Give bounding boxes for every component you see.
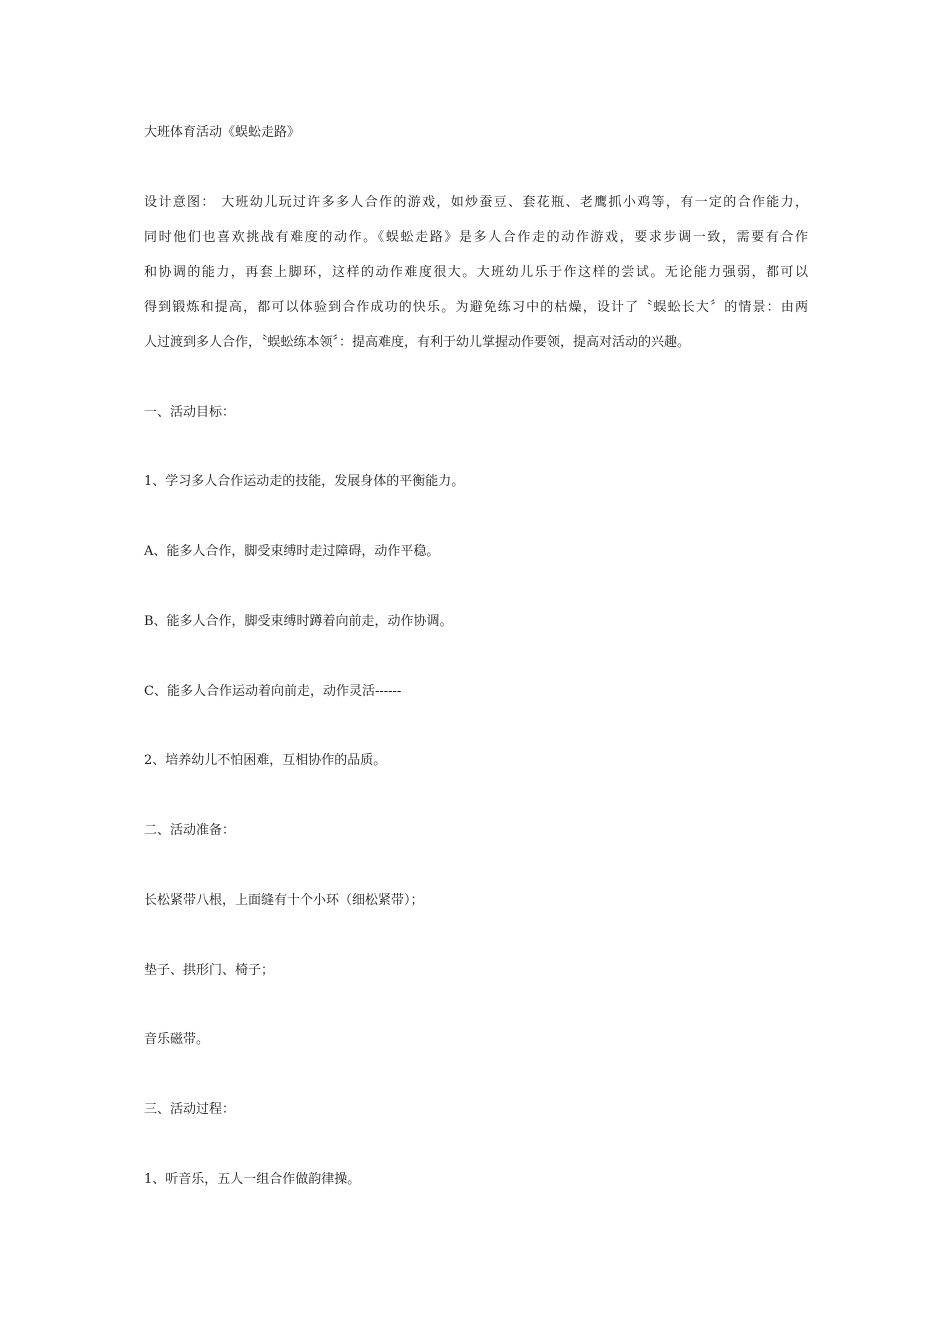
section-heading-process: 三、活动过程： [144, 1102, 236, 1117]
prep-item-1: 长松紧带八根，上面缝有十个小环（细松紧带）； [144, 893, 424, 908]
document-title: 大班体育活动《蜈蚣走路》 [144, 125, 301, 140]
prep-item-3: 音乐磁带。 [144, 1032, 210, 1047]
intro-line-4: 得到锻炼和提高，都可以体验到合作成功的快乐。为避免练习中的枯燥，设计了〝蜈蚣长大〞的情景：由两 [144, 300, 808, 315]
goal-item-1b: B、能多人合作，脚受束缚时蹲着向前走，动作协调。 [144, 614, 453, 629]
intro-line-3: 和协调的能力，再套上脚环，这样的动作难度很大。大班幼儿乐于作这样的尝试。无论能力强弱，都可以 [144, 265, 808, 280]
section-heading-preparation: 二、活动准备： [144, 823, 236, 838]
design-intent-paragraph [144, 194, 808, 369]
intro-line-2: 同时他们也喜欢挑战有难度的动作。《蜈蚣走路》是多人合作走的动作游戏，要求步调一致，需要有合作 [144, 230, 808, 245]
goal-item-1: 1、学习多人合作运动走的技能，发展身体的平衡能力。 [144, 474, 465, 489]
goal-item-2: 2、培养幼儿不怕困难，互相协作的品质。 [144, 753, 387, 768]
goal-item-1c: C、能多人合作运动着向前走，动作灵活------ [144, 684, 402, 699]
goal-item-1a: A、能多人合作，脚受束缚时走过障碍，动作平稳。 [144, 544, 440, 559]
section-heading-goals: 一、活动目标： [144, 405, 236, 420]
process-item-1: 1、听音乐，五人一组合作做韵律操。 [144, 1172, 361, 1187]
intro-line-5: 人过渡到多人合作，〝蜈蚣练本领〞：提高难度，有利于幼儿掌握动作要领，提高对活动的兴趣。 [144, 335, 691, 350]
intro-line-1: 设计意图： 大班幼儿玩过许多多人合作的游戏，如炒蚕豆、套花瓶、老鹰抓小鸡等，有一定的合作能力， [144, 195, 808, 210]
prep-item-2: 垫子、拱形门、椅子； [144, 963, 275, 978]
